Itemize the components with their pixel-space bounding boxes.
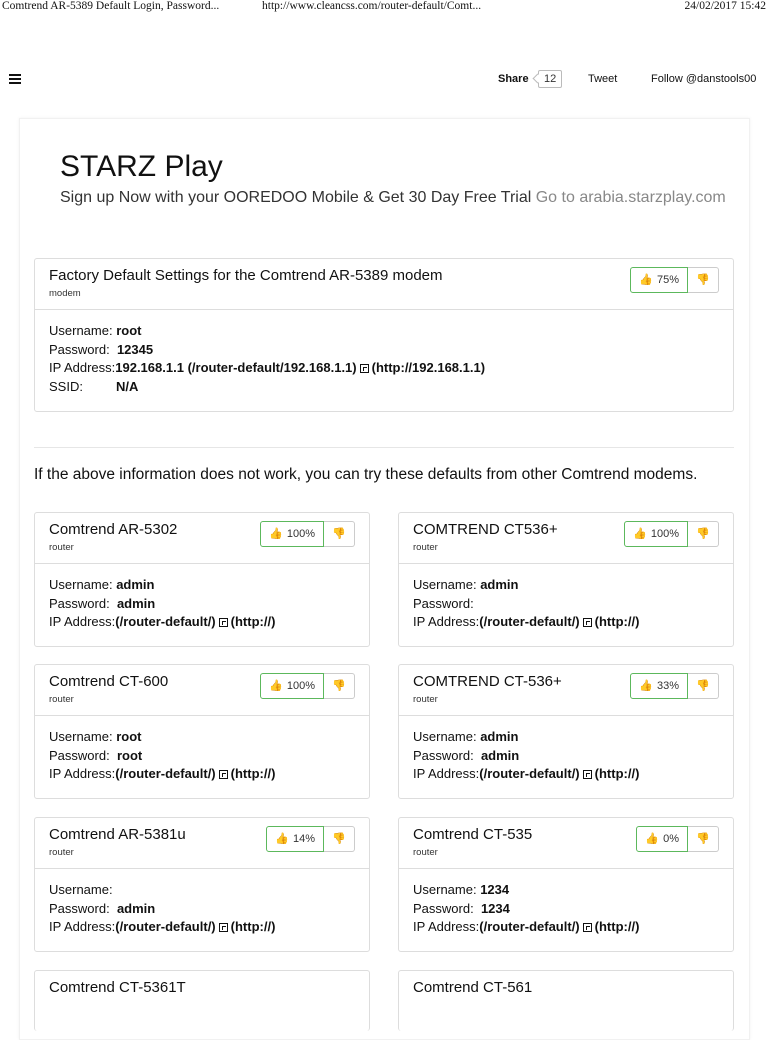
vote-group [260, 673, 355, 699]
password-row [49, 341, 719, 360]
ip-router-link[interactable]: (/router-default/) [479, 766, 580, 781]
username-value: admin [116, 577, 155, 592]
password-row: Password: root [49, 747, 143, 763]
ad-link[interactable]: Go to arabia.starzplay.com [535, 189, 726, 206]
vote-up-button[interactable] [630, 267, 688, 293]
ip-row: IP Address:(/router-default/) (http://) [49, 614, 276, 629]
share-count-badge: 12 [538, 70, 562, 88]
ad-description: Sign up Now with your OOREDOO Mobile & Get 30 Day Free Trial [60, 189, 532, 206]
ip-row [49, 359, 719, 378]
external-link-icon [219, 618, 228, 627]
username-row: Username: root [49, 729, 142, 744]
password-value: root [116, 747, 143, 763]
ssid-value: N/A [115, 378, 139, 394]
ip-http-link[interactable]: (http://) [230, 919, 276, 934]
ip-http-link[interactable]: (http://) [594, 919, 640, 934]
username-row: Username: admin [413, 729, 519, 744]
ip-http-link[interactable]: (http://) [594, 614, 640, 629]
card-subtitle: modem [49, 288, 81, 299]
ad-title[interactable]: STARZ Play [60, 150, 223, 183]
card-title[interactable]: COMTREND CT-536+ [413, 673, 562, 690]
vote-down-button[interactable] [688, 267, 719, 293]
router-card [398, 970, 734, 1031]
router-card [398, 817, 734, 952]
card-body [399, 869, 733, 949]
ip-value: 192.168.1.1 [115, 360, 184, 375]
ip-http-link[interactable]: (http://) [594, 766, 640, 781]
card-header [35, 513, 369, 564]
vote-percent: 100% [650, 528, 679, 540]
card-subtitle: router [49, 694, 74, 705]
tweet-button[interactable]: Tweet [588, 73, 618, 85]
thumbs-down-icon: 👎 [332, 832, 346, 845]
username-row [49, 322, 719, 341]
external-link-icon [219, 770, 228, 779]
password-row: Password: [413, 595, 474, 611]
vote-down-button[interactable] [324, 673, 355, 699]
card-body [35, 716, 369, 796]
card-title[interactable]: Comtrend CT-600 [49, 673, 169, 690]
ip-router-link[interactable]: (/router-default/) [479, 919, 580, 934]
vote-up-button[interactable] [624, 521, 688, 547]
top-bar [0, 68, 768, 92]
card-subtitle: router [413, 694, 438, 705]
username-label: Username: [49, 323, 113, 338]
username-value: admin [480, 729, 519, 744]
vote-percent: 14% [292, 833, 315, 845]
vote-down-button[interactable] [688, 521, 719, 547]
vote-down-button[interactable] [688, 826, 719, 852]
vote-down-button[interactable] [324, 826, 355, 852]
card-header [35, 818, 369, 869]
vote-percent: 0% [663, 833, 679, 845]
username-value: admin [480, 577, 519, 592]
router-card [34, 664, 370, 799]
thumbs-up-icon: 👍 [645, 832, 660, 845]
password-value: 1234 [480, 900, 510, 916]
main-defaults-card [34, 258, 734, 412]
section-divider [34, 447, 734, 448]
vote-down-button[interactable] [324, 521, 355, 547]
vote-up-button[interactable] [636, 826, 688, 852]
card-subtitle: router [49, 542, 74, 553]
username-row: Username: [49, 882, 113, 897]
card-subtitle: router [413, 847, 438, 858]
ssid-label: SSID: [49, 378, 83, 394]
password-row: Password: admin [49, 595, 156, 611]
vote-percent: 100% [286, 680, 315, 692]
card-title[interactable]: Comtrend AR-5381u [49, 826, 186, 843]
ip-row: IP Address:(/router-default/) (http://) [413, 614, 640, 629]
thumbs-down-icon: 👎 [696, 679, 710, 692]
external-link-icon [583, 923, 592, 932]
card-title[interactable]: Comtrend CT-535 [413, 826, 533, 843]
follow-button[interactable]: Follow @danstools00 [651, 73, 757, 85]
username-value: root [116, 729, 142, 744]
thumbs-down-icon: 👎 [696, 832, 710, 845]
ip-row: IP Address:(/router-default/) (http://) [49, 766, 276, 781]
ip-http-link[interactable]: (http://192.168.1.1) [371, 360, 486, 375]
password-row: Password: admin [49, 900, 156, 916]
username-row: Username: admin [413, 577, 519, 592]
ip-row: IP Address:(/router-default/) (http://) [413, 919, 640, 934]
external-link-icon [360, 364, 369, 373]
vote-percent: 75% [656, 274, 679, 286]
card-header [399, 818, 733, 869]
card-subtitle: router [49, 847, 74, 858]
ip-router-link[interactable]: (/router-default/192.168.1.1) [187, 360, 357, 375]
card-body [35, 564, 369, 644]
print-header [0, 0, 768, 14]
thumbs-up-icon: 👍 [275, 832, 289, 845]
alternatives-intro: If the above information does not work, you can try these defaults from other Comtrend modems. [34, 466, 698, 483]
vote-percent: 33% [656, 680, 679, 692]
ip-row: IP Address:(/router-default/) (http://) [413, 766, 640, 781]
thumbs-up-icon: 👍 [639, 273, 653, 286]
vote-group [630, 673, 719, 699]
card-header [35, 665, 369, 716]
thumbs-down-icon: 👎 [332, 679, 346, 692]
print-page-url: http://www.cleancss.com/router-default/Comt... [262, 0, 482, 12]
ip-row: IP Address:(/router-default/) (http://) [49, 919, 276, 934]
ip-http-link[interactable]: (http://) [230, 614, 276, 629]
ip-http-link[interactable]: (http://) [230, 766, 276, 781]
vote-down-button[interactable] [688, 673, 719, 699]
vote-up-button[interactable] [266, 826, 324, 852]
router-card [34, 817, 370, 952]
ip-router-link[interactable]: (/router-default/) [115, 766, 216, 781]
vote-percent: 100% [286, 528, 315, 540]
router-card [398, 512, 734, 647]
password-value: admin [116, 595, 156, 611]
print-datetime: 24/02/2017 15:42 [684, 0, 766, 12]
thumbs-up-icon: 👍 [269, 679, 283, 692]
vote-group [260, 521, 355, 547]
card-header [399, 513, 733, 564]
username-value: 1234 [480, 882, 510, 897]
password-row: Password: admin [413, 747, 520, 763]
vote-up-button[interactable] [630, 673, 688, 699]
card-subtitle: router [413, 542, 438, 553]
username-row: Username: 1234 [413, 882, 510, 897]
ad-text[interactable] [60, 189, 726, 207]
card-body [399, 564, 733, 644]
vote-group [624, 521, 719, 547]
ip-router-link[interactable]: (/router-default/) [479, 614, 580, 629]
ip-router-link[interactable]: (/router-default/) [115, 614, 216, 629]
card-title: Factory Default Settings for the Comtrend AR-5389 modem [49, 267, 443, 284]
vote-up-button[interactable] [260, 521, 324, 547]
thumbs-up-icon: 👍 [639, 679, 653, 692]
card-header [35, 259, 733, 310]
card-body [35, 869, 369, 949]
share-button[interactable]: Share [498, 73, 529, 85]
username-row: Username: admin [49, 577, 155, 592]
print-page-title: Comtrend AR-5389 Default Login, Password... [2, 0, 220, 12]
hamburger-menu-icon[interactable] [9, 74, 21, 84]
card-body [399, 716, 733, 796]
router-card [34, 970, 370, 1031]
card-title[interactable]: Comtrend CT-561 [413, 979, 533, 996]
card-title[interactable]: COMTREND CT536+ [413, 521, 558, 538]
password-row: Password: 1234 [413, 900, 510, 916]
card-body [35, 310, 733, 408]
router-card [34, 512, 370, 647]
password-value: 12345 [116, 341, 154, 357]
vote-group [636, 826, 719, 852]
router-card [398, 664, 734, 799]
thumbs-down-icon: 👎 [696, 273, 710, 286]
ip-router-link[interactable]: (/router-default/) [115, 919, 216, 934]
card-header [399, 665, 733, 716]
thumbs-up-icon: 👍 [269, 527, 283, 540]
vote-group [630, 267, 719, 293]
password-label: Password: [49, 341, 110, 357]
card-title[interactable]: Comtrend CT-5361T [49, 979, 186, 996]
username-value: root [116, 323, 142, 338]
vote-group [266, 826, 355, 852]
password-value: admin [480, 747, 520, 763]
thumbs-down-icon: 👎 [332, 527, 346, 540]
vote-up-button[interactable] [260, 673, 324, 699]
external-link-icon [583, 618, 592, 627]
thumbs-up-icon: 👍 [633, 527, 647, 540]
ssid-row [49, 378, 719, 397]
password-value: admin [116, 900, 156, 916]
ip-label: IP Address: [49, 360, 116, 375]
thumbs-down-icon: 👎 [696, 527, 710, 540]
card-title[interactable]: Comtrend AR-5302 [49, 521, 178, 538]
external-link-icon [583, 770, 592, 779]
external-link-icon [219, 923, 228, 932]
